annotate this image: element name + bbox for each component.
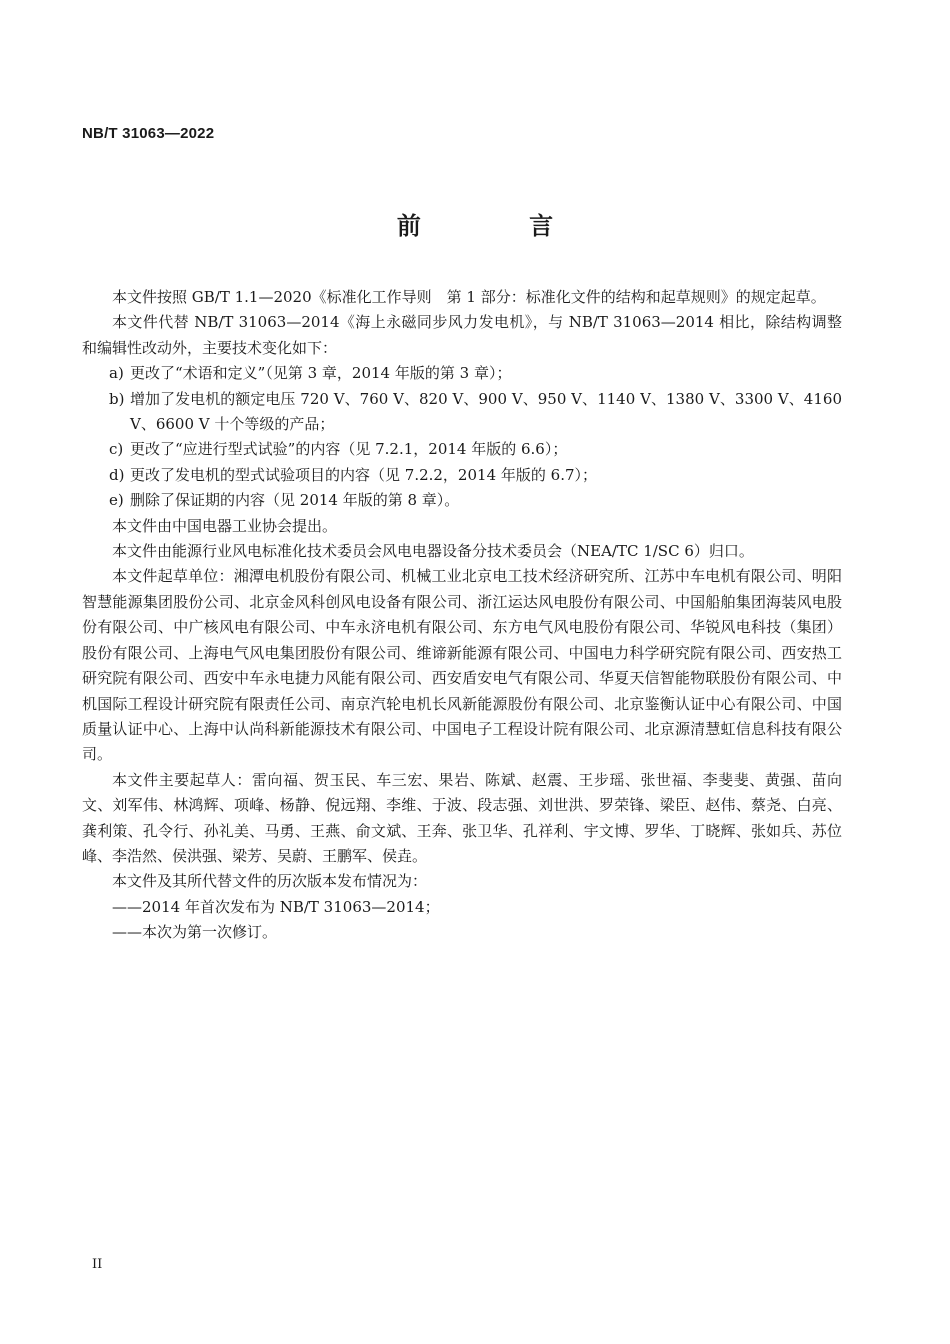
document-number: NB/T 31063—2022 bbox=[82, 125, 215, 142]
item-text: 更改了“术语和定义”（见第 3 章，2014 年版的第 3 章）； bbox=[130, 364, 512, 383]
paragraph-drafting-rules: 本文件按照 GB/T 1.1—2020《标准化工作导则 第 1 部分：标准化文件的结构和起草规则》的规定起草。 bbox=[112, 288, 826, 306]
item-text: 更改了发电机的型式试验项目的内容（见 7.2.2，2014 年版的 6.7）； bbox=[130, 465, 598, 484]
item-marker: d) bbox=[109, 465, 125, 484]
item-marker: c) bbox=[109, 440, 124, 459]
paragraph-committee: 本文件由能源行业风电标准化技术委员会风电电器设备分技术委员会（NEA/TC 1/SC 6）归口。 bbox=[112, 542, 754, 561]
paragraph-history-intro: 本文件及其所代替文件的历次版本发布情况为： bbox=[112, 872, 428, 891]
page-number: II bbox=[92, 1257, 103, 1272]
item-marker: a) bbox=[109, 364, 124, 383]
item-marker: b) bbox=[109, 389, 125, 408]
paragraph-drafters: 本文件主要起草人：雷向福、贺玉民、车三宏、果岩、陈斌、赵震、王步瑶、张世福、李斐斐、黄强、苗向文、刘军伟、林鸿辉、项峰、杨静、倪远翔、李维、于波、段志强、刘世洪、罗荣锋、梁臣、赵伟、蔡尧、白亮、龚利策、孔令行、孙礼美、马勇、王燕、俞文斌、王奔、张卫华、孔祥利、宇文博、罗华、丁晓辉、张如兵、苏位峰、李浩然、侯洪强、梁芳、吴蔚、王鹏军、侯垚。 bbox=[82, 770, 842, 865]
item-text: 删除了保证期的内容（见 2014 年版的第 8 章）。 bbox=[130, 491, 460, 510]
change-item bbox=[82, 437, 842, 462]
foreword-body bbox=[82, 285, 842, 946]
change-item bbox=[82, 361, 842, 386]
paragraph-proposer: 本文件由中国电器工业协会提出。 bbox=[112, 516, 338, 535]
history-entry: ——2014 年首次发布为 NB/T 31063—2014； bbox=[112, 897, 440, 916]
change-item bbox=[82, 387, 842, 438]
item-text: 更改了“应进行型式试验”的内容（见 7.2.1，2014 年版的 6.6）； bbox=[130, 440, 568, 459]
change-item bbox=[82, 488, 842, 513]
paragraph-drafting-units: 本文件起草单位：湘潭电机股份有限公司、机械工业北京电工技术经济研究所、江苏中车电机有限公司、明阳智慧能源集团股份公司、北京金风科创风电设备有限公司、浙江运达风电股份有限公司、中国船舶集团海装风电股份有限公司、中广核风电有限公司、中车永济电机有限公司、东方电气风电股份有限公司、华锐风电科技（集团）股份有限公司、上海电气风电集团股份有限公司、维谛新能源有限公司、中国电力科学研究院有限公司、西安热工研究院有限公司、西安中车永电捷力风能有限公司、西安盾安电气有限公司、华夏天信智能物联股份有限公司、中机国际工程设计研究院有限责任公司、南京汽轮电机长风新能源股份有限公司、北京鉴衡认证中心有限公司、中国质量认证中心、上海中认尚科新能源技术有限公司、中国电子工程设计院有限公司、北京源清慧虹信息科技有限公司。 bbox=[82, 567, 842, 764]
item-marker: e) bbox=[109, 491, 124, 510]
page-title: 前 言 bbox=[396, 212, 604, 240]
history-entry: ——本次为第一次修订。 bbox=[112, 923, 278, 942]
paragraph-replacement: 本文件代替 NB/T 31063—2014《海上永磁同步风力发电机》，与 NB/T 31063—2014 相比，除结构调整和编辑性改动外，主要技术变化如下： bbox=[82, 313, 842, 357]
item-text: 增加了发电机的额定电压 720 V、760 V、820 V、900 V、950 V、1140 V、1380 V、3300 V、4160 V、6600 V 十个等级的产品； bbox=[130, 389, 842, 434]
change-item bbox=[82, 463, 842, 488]
